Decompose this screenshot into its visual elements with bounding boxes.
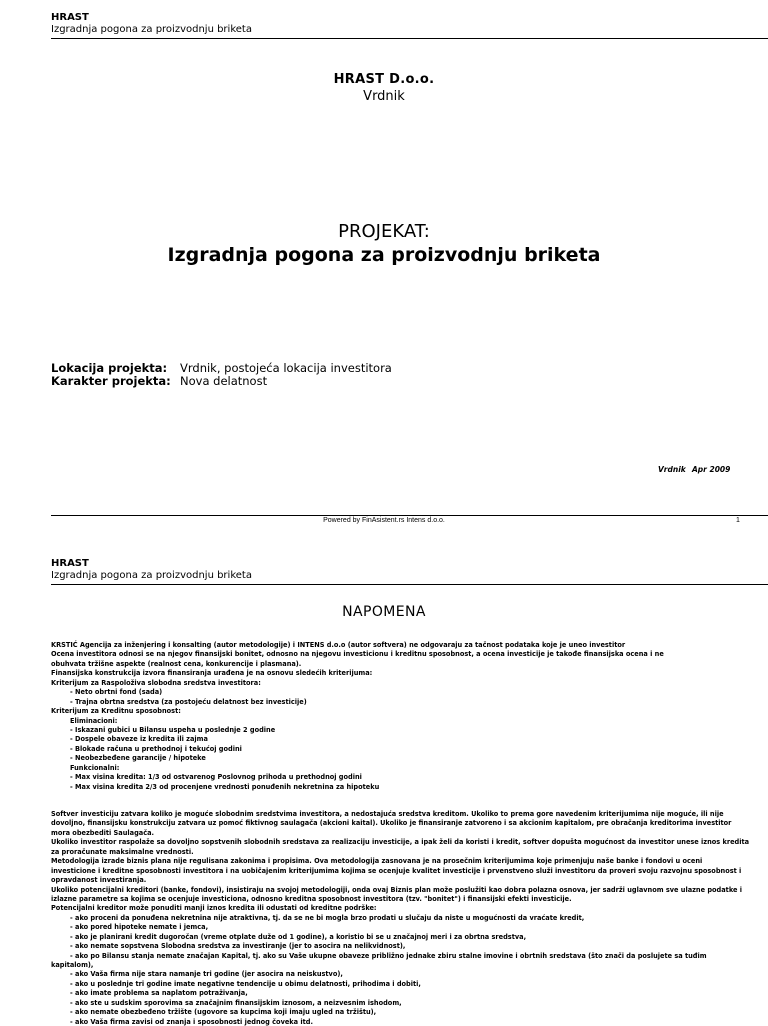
notes-line: Finansijska konstrukcija izvora finansiranja urađena je na osnovu sledećih kriterijuma: — [51, 668, 373, 678]
notes-line: dovoljno, finansijsku konstrukciju zatvara uz pomoć fiktivnog saulagača (akcioni kaital). Ukoliko je finansiranje zatvoreno i sa akcionim kapitalom, pre obračanja kreditorima investitor — [51, 818, 732, 828]
notes-line: Kriterijum za Kreditnu sposobnost: — [51, 706, 181, 716]
notes-line: Softver investiciju zatvara koliko je moguće slobodnim sredstvima investitora, a nedostajuća sredstva kreditom. Ukoliko to prema gore navedenim kriterijumima nije moguće, ili nije — [51, 809, 724, 818]
notes-line: KRSTIĆ Agencija za inženjering i konsalting (autor metodologije) i INTENS d.o.o (autor softvera) ne odgovaraju za tačnost podataka koje je uneo investitor — [51, 640, 626, 649]
page-number: 1 — [736, 517, 740, 524]
notes-line: - Blokade računa u prethodnoj i tekućoj godini — [70, 743, 242, 753]
notes-line: - ako pored hipoteke nemate i jemca, — [70, 922, 209, 932]
notes-line: - ako imate problema sa naplatom potraživanja, — [70, 988, 248, 998]
notes-line: izlazne parametre sa kojima se ocenjuje investiciona, odnosno kreditna sposobnost investitora (tzv. "bonitet") i finansijski efekti investicije. — [51, 893, 572, 903]
notes-heading: NAPOMENA — [342, 604, 426, 620]
notes-line: - Trajna obrtna sredstva (za postojeću delatnost bez investicije) — [70, 696, 307, 706]
project-title: Izgradnja pogona za proizvodnju briketa — [167, 244, 601, 266]
notes-line: - Neobezbeđene garancije / hipoteke — [70, 753, 206, 763]
footer-divider — [51, 515, 768, 516]
notes-line: - ako po Bilansu stanja nemate značajan Kapital, tj. ako su Vaše ukupne obaveze približno jednake zbiru stalne imovine i obrtnih sredstava (što znači da poslujete sa tuđim — [70, 950, 707, 960]
character-value: Nova delatnost — [180, 374, 268, 388]
notes-line: Kriterijum za Raspoloživa slobodna sredstva investitora: — [51, 677, 261, 687]
location-label: Lokacija projekta: — [51, 361, 168, 375]
notes-line: Funkcionalni: — [70, 762, 120, 772]
cover-company: HRAST D.o.o. — [333, 72, 435, 87]
notes-line: - ako ste u sudskim sporovima sa značajnim finansijskim iznosom, a neizvesnim ishodom, — [70, 997, 402, 1007]
notes-gap — [51, 791, 768, 809]
notes-line: - ako nemate sopstvena Slobodna sredstva za investiranje (jer to asocira na nelikvidnost), — [70, 941, 406, 951]
notes-line: Metodologija izrade biznis plana nije regulisana zakonima i propisima. Ova metodologija zasnovana je na prosečnim kriterijumima koje primenjuju naše banke i fondovi u oceni — [51, 856, 703, 866]
project-label: PROJEKAT: — [338, 221, 430, 242]
notes-line: investicione i kreditne sposobnosti investitora i na uobičajenim kriterijumima kojima se ocenjuje kvalitet investicije i prvenstveno služi investitoru da proveri svoju razvojnu sposobnost i — [51, 865, 742, 875]
header-divider-p2 — [51, 584, 768, 585]
notes-line: - Dospele obaveze iz kredita ili zajma — [70, 734, 208, 744]
notes-line: obuhvata tržišne aspekte (realnost cena, konkurencije i plasmana). — [51, 658, 302, 668]
powered-by: Powered by FinAsistent.rs Intens d.o.o. — [323, 517, 445, 524]
notes-line: Eliminacioni: — [70, 715, 118, 725]
date-value: Apr 2009 — [692, 465, 731, 474]
notes-line: - ako je planirani kredit dugoročan (vreme otplate duže od 1 godine), a koristio bi se u značajnoj meri i za obrtna sredstva, — [70, 931, 527, 941]
location-value: Vrdnik, postojeća lokacija investitora — [180, 361, 392, 375]
notes-line: za proračunate maksimalne vrednosti. — [51, 846, 194, 856]
notes-line: Ocena investitora odnosi se na njegov finansijski bonitet, odnosno na njegovu investicionu i kreditnu sposobnost, a ocena investicije je takođe finansijska ocena i ne — [51, 649, 664, 659]
header-project-p2: Izgradnja pogona za proizvodnju briketa — [51, 570, 252, 581]
notes-line: - ako Vaša firma nije stara namanje tri godine (jer asocira na neiskustvo), — [70, 969, 343, 979]
notes-line: - Iskazani gubici u Bilansu uspeha u poslednje 2 godine — [70, 724, 276, 734]
notes-line: mora obezbediti Saulagača. — [51, 827, 155, 837]
header-company: HRAST — [51, 12, 89, 23]
notes-line: Ukoliko potencijalni kreditori (banke, fondovi), insistiraju na svojoj metodologiji, onda ovaj Biznis plan može poslužiti kao dobra polazna osnova, jer sadrži uglavnom sve ulazne podatke i — [51, 884, 742, 894]
notes-line: opravdanost investiranja. — [51, 875, 147, 885]
cover-city: Vrdnik — [363, 89, 405, 104]
notes-line: Ukoliko investitor raspolaže sa dovoljno sopstvenih slobodnih sredstava za realizaciju investicije, a ipak želi da koristi i kredit, softver dopušta mogućnost da investitor unese iznos kredita — [51, 837, 750, 847]
notes-line: - Max visina kredita: 1/3 od ostvarenog Poslovnog prihoda u prethodnoj godini — [70, 772, 362, 782]
character-label: Karakter projekta: — [51, 374, 171, 388]
notes-line: - Max visina kredita 2/3 od procenjene vrednosti ponuđenih nekretnina za hipoteku — [70, 781, 380, 791]
notes-line: Potencijalni kreditor može ponuditi manji iznos kredita ili odustati od kreditne podrške: — [51, 903, 377, 913]
notes-line: kapitalom), — [51, 960, 94, 969]
notes-line: - ako proceni da ponuđena nekretnina nije atraktivna, tj. da se ne bi mogla brzo prodati u slučaju da niste u mogućnosti da vraćate kredit, — [70, 912, 585, 922]
date-city: Vrdnik — [658, 465, 686, 474]
header-project: Izgradnja pogona za proizvodnju briketa — [51, 24, 252, 35]
header-divider — [51, 38, 768, 39]
notes-line: - ako Vaša firma zavisi od znanja i sposobnosti jednog čoveka itd. — [70, 1016, 313, 1026]
notes-line: - ako u poslednje tri godine imate negativne tendencije u obimu delatnosti, prihodima i dobiti, — [70, 978, 421, 988]
notes-line: - ako nemate obezbeđeno tržište (ugovore sa kupcima koji imaju ugled na tržištu), — [70, 1007, 377, 1017]
notes-line: - Neto obrtni fond (sada) — [70, 687, 163, 697]
header-company-p2: HRAST — [51, 558, 89, 569]
notes-body — [51, 640, 768, 1026]
